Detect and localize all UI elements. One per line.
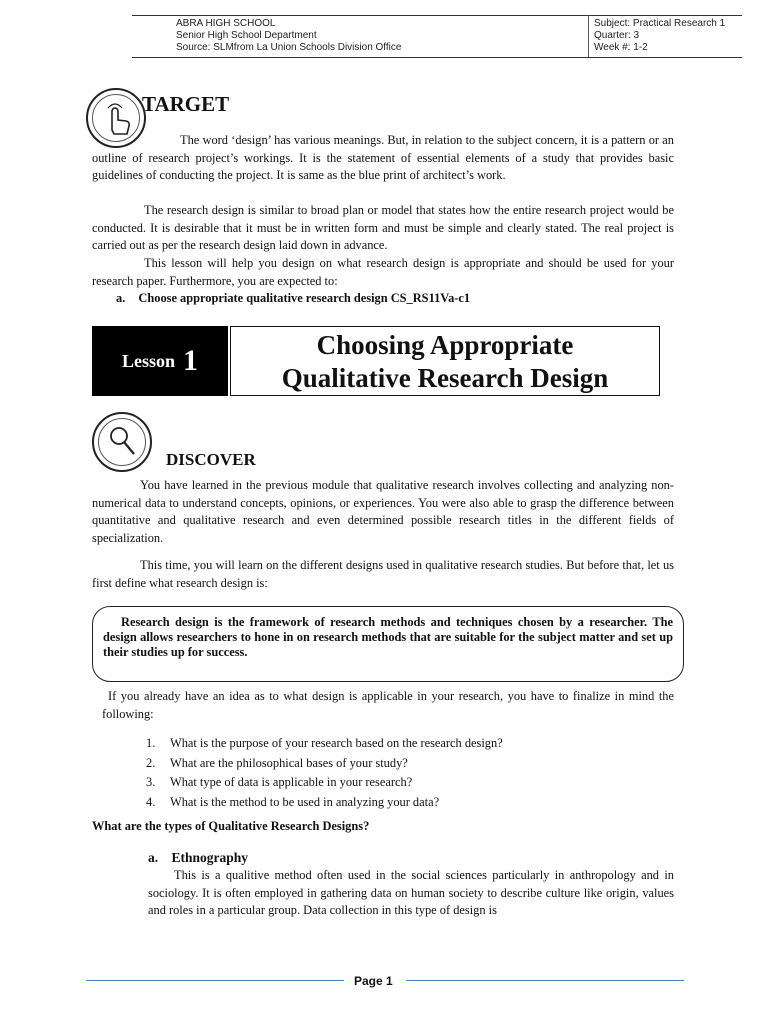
objective-marker: a.	[116, 291, 126, 305]
discover-paragraph-3: If you already have an idea as to what design is applicable in your research, you have to finalize in mind the following:	[102, 689, 674, 721]
definition-text: Research design is the framework of research methods and techniques chosen by a researcher. The design allows researchers to hone in on research methods that are suitable for the subject matter and set up their studies up for success.	[103, 615, 673, 659]
question-list	[146, 734, 503, 812]
header-divider	[588, 15, 589, 57]
target-paragraph-2: The research design is similar to broad plan or model that states how the entire research project would be conducted. It is desirable that it must be in written form and must be simple and clearly stated. The real project is carried out as per the research design laid down in advance.	[92, 203, 674, 252]
ethnography-marker: a.	[148, 850, 159, 865]
department: Senior High School Department	[176, 30, 317, 41]
subject: Subject: Practical Research 1	[594, 18, 726, 29]
types-heading: What are the types of Qualitative Research Designs?	[92, 819, 370, 833]
ethnography-title: Ethnography	[171, 850, 249, 865]
source: Source: SLMfrom La Union Schools Division Office	[176, 42, 402, 53]
magnifier-icon	[92, 412, 152, 472]
footer-rule-left	[86, 980, 344, 981]
discover-paragraph-1: You have learned in the previous module that qualitative research involves collecting and analyzing non-numerical data to understand concepts, opinions, or experiences. You were also able to grasp the difference between quantitative and qualitative research and even determined possible research titles in the different fields of specialization.	[92, 478, 674, 545]
lesson-title-line-2: Qualitative Research Design	[281, 363, 609, 393]
lesson-number: 1	[183, 344, 198, 377]
objective-text: Choose appropriate qualitative research design CS_RS11Va-c1	[138, 291, 471, 305]
list-item: 2. What are the philosophical bases of your study?	[146, 755, 408, 770]
discover-title: DISCOVER	[166, 450, 256, 469]
lesson-label: Lesson	[121, 350, 175, 371]
page-number: Page 1	[354, 974, 393, 988]
school-name: ABRA HIGH SCHOOL	[176, 18, 276, 29]
definition-box	[92, 606, 684, 682]
header-right	[594, 18, 725, 54]
list-item: 4. What is the method to be used in analyzing your data?	[146, 794, 440, 809]
header-top-rule	[132, 15, 742, 16]
lesson-label-box	[92, 326, 228, 396]
ethnography-heading	[148, 849, 668, 867]
list-item: 3. What type of data is applicable in your research?	[146, 775, 413, 789]
target-paragraph-3: This lesson will help you design on what research design is appropriate and should be used for your research paper. Furthermore, you are expected to:	[92, 256, 674, 288]
header-left	[176, 18, 401, 54]
lesson-title-line-1: Choosing Appropriate	[316, 330, 574, 360]
target-paragraph-1: The word ‘design’ has various meanings. But, in relation to the subject concern, it is a pattern or an outline of research project’s workings. It is the statement of essential elements of a study that provides basic guidelines of conducting the project. It is same as the blue print of architect’s work.	[92, 133, 674, 182]
ethnography-text: This is a qualitive method often used in the social sciences particularly in anthropology and in sociology. It is often employed in gathering data on human society to describe culture like origin, values and roles in a particular group. Data collection in this type of design is	[148, 868, 674, 917]
footer-rule-right	[406, 980, 684, 981]
week: Week #: 1-2	[594, 42, 648, 53]
quarter: Quarter: 3	[594, 30, 640, 41]
list-item: 1. What is the purpose of your research based on the research design?	[146, 736, 503, 750]
target-title: TARGET	[142, 92, 230, 116]
lesson-title-box	[230, 326, 660, 396]
header-bottom-rule	[132, 57, 742, 58]
discover-paragraph-2: This time, you will learn on the different designs used in qualitative research studies. But before that, let us first define what research design is:	[92, 558, 674, 590]
objective-item	[116, 290, 676, 308]
